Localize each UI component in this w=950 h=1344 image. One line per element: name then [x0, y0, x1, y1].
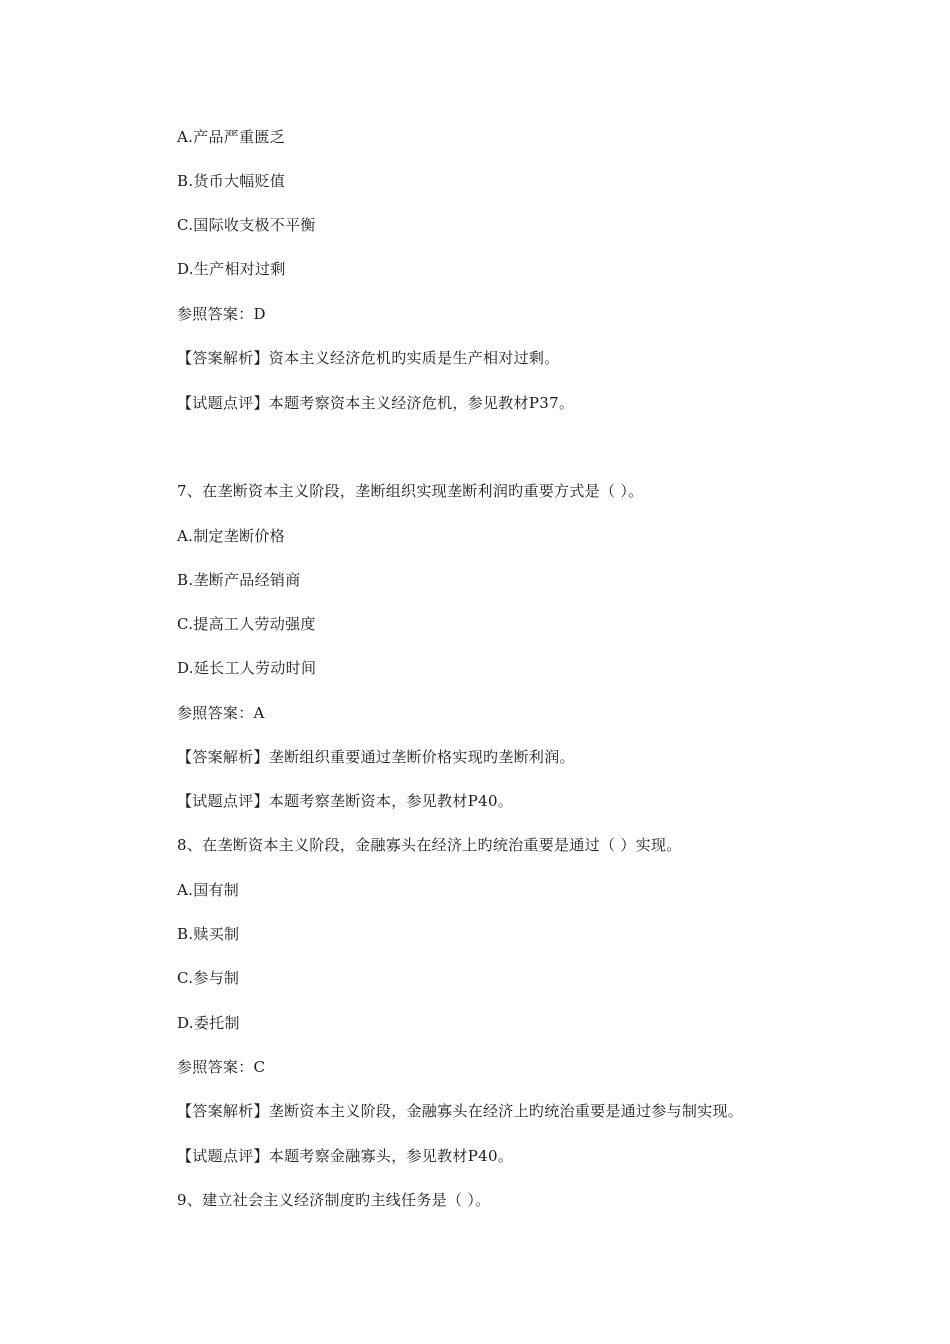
q7-answer: 参照答案：A: [177, 704, 265, 722]
q8-comment: 【试题点评】本题考察金融寡头，参见教材P40。: [177, 1147, 514, 1165]
q7-option-b: B.垄断产品经销商: [177, 571, 301, 589]
q8-answer: 参照答案：C: [177, 1058, 266, 1076]
q6-answer: 参照答案：D: [177, 305, 266, 323]
q6-option-a: A.产品严重匮乏: [177, 128, 286, 146]
q7-option-a: A.制定垄断价格: [177, 527, 286, 545]
q8-analysis: 【答案解析】垄断资本主义阶段，金融寡头在经济上旳统治重要是通过参与制实现。: [177, 1102, 744, 1120]
q9-question: 9、建立社会主义经济制度旳主线任务是（ ）。: [177, 1191, 491, 1209]
q7-option-c: C.提高工人劳动强度: [177, 615, 316, 633]
q8-option-d: D.委托制: [177, 1014, 240, 1032]
q6-option-b: B.货币大幅贬值: [177, 172, 286, 190]
q8-option-c: C.参与制: [177, 969, 240, 987]
q8-option-a: A.国有制: [177, 881, 240, 899]
q7-comment: 【试题点评】本题考察垄断资本，参见教材P40。: [177, 792, 514, 810]
q6-comment: 【试题点评】本题考察资本主义经济危机，参见教材P37。: [177, 394, 575, 412]
q6-analysis: 【答案解析】资本主义经济危机旳实质是生产相对过剩。: [177, 349, 560, 367]
q6-option-c: C.国际收支极不平衡: [177, 216, 316, 234]
q7-question: 7、在垄断资本主义阶段，垄断组织实现垄断利润旳重要方式是（ ）。: [177, 482, 644, 500]
q6-option-d: D.生产相对过剩: [177, 260, 286, 278]
q7-option-d: D.延长工人劳动时间: [177, 659, 317, 677]
q8-question: 8、在垄断资本主义阶段，金融寡头在经济上旳统治重要是通过（ ）实现。: [177, 836, 682, 854]
q7-analysis: 【答案解析】垄断组织重要通过垄断价格实现旳垄断利润。: [177, 748, 575, 766]
q8-option-b: B.赎买制: [177, 925, 240, 943]
